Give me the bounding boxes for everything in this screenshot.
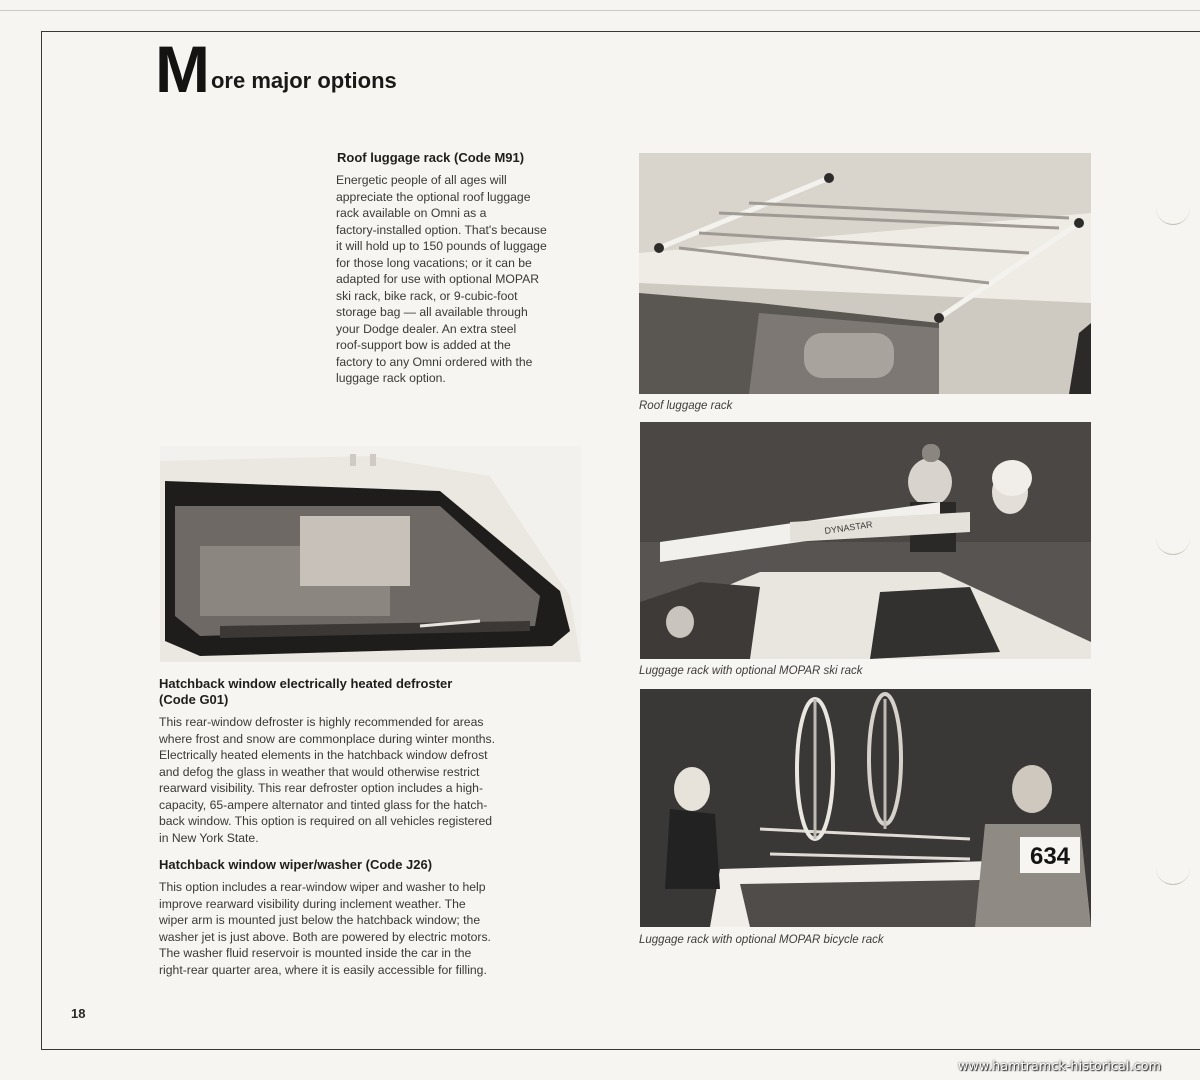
defroster-heading-line2: (Code G01): [159, 692, 229, 707]
bicycle-rack-photo: [640, 689, 1091, 927]
top-rule: [0, 10, 1200, 11]
roof-rack-heading: Roof luggage rack (Code M91): [337, 150, 525, 165]
title-initial: M: [155, 32, 207, 106]
defroster-heading-line1: Hatchback window electrically heated defroster: [159, 676, 453, 691]
wiper-body: This option includes a rear-window wiper and washer to help improve rearward visibility during inclement weather. The wiper arm is mounted just below the hatchback window; the washer jet is just above. Both are powered by electric motors. The washer fluid reservoir is mounted inside the car in the right-rear quarter area, where it is easily accessible for filling.: [159, 880, 491, 977]
defroster-body: This rear-window defroster is highly recommended for areas where frost and snow are commonplace during winter months. Electrically heated elements in the hatchback window defrost and defog the glass in weather that would otherwise restrict rearward visibility. This rear defroster option includes a high- capacity, 65-ampere alternator and tinted glass for the hatch- back window. This option is required on all vehicles registered in New York State.: [159, 715, 495, 845]
wiper-heading: Hatchback window wiper/washer (Code J26): [159, 857, 433, 872]
page-number: 18: [71, 1006, 86, 1021]
roof-rack-body: Energetic people of all ages will appreciate the optional roof luggage rack available on Omni as a factory-installed option. That's because it will hold up to 150 pounds of luggage for those long vacations; or it can be adapted for use with optional MOPAR ski rack, bike rack, or 9-cubic-foot storage bag — all available through your Dodge dealer. An extra steel roof-support bow is added at the factory to any Omni ordered with the luggage rack option.: [336, 173, 547, 385]
watermark: www.hamtramck-historical.com: [958, 1058, 1162, 1073]
roof-rack-caption: Roof luggage rack: [639, 400, 733, 412]
defroster-heading: [159, 676, 452, 708]
ski-rack-caption: Luggage rack with optional MOPAR ski rack: [639, 665, 863, 677]
title-rest: ore major options: [210, 68, 397, 93]
hatchback-window-photo: [160, 446, 581, 662]
bicycle-rack-caption: Luggage rack with optional MOPAR bicycle rack: [639, 934, 884, 946]
ski-rack-photo: [640, 422, 1091, 659]
roof-rack-photo: [639, 153, 1091, 394]
ski-brand-label: DYNASTAR: [823, 519, 874, 536]
page-title: [155, 32, 397, 106]
race-number: 634: [1029, 843, 1071, 870]
